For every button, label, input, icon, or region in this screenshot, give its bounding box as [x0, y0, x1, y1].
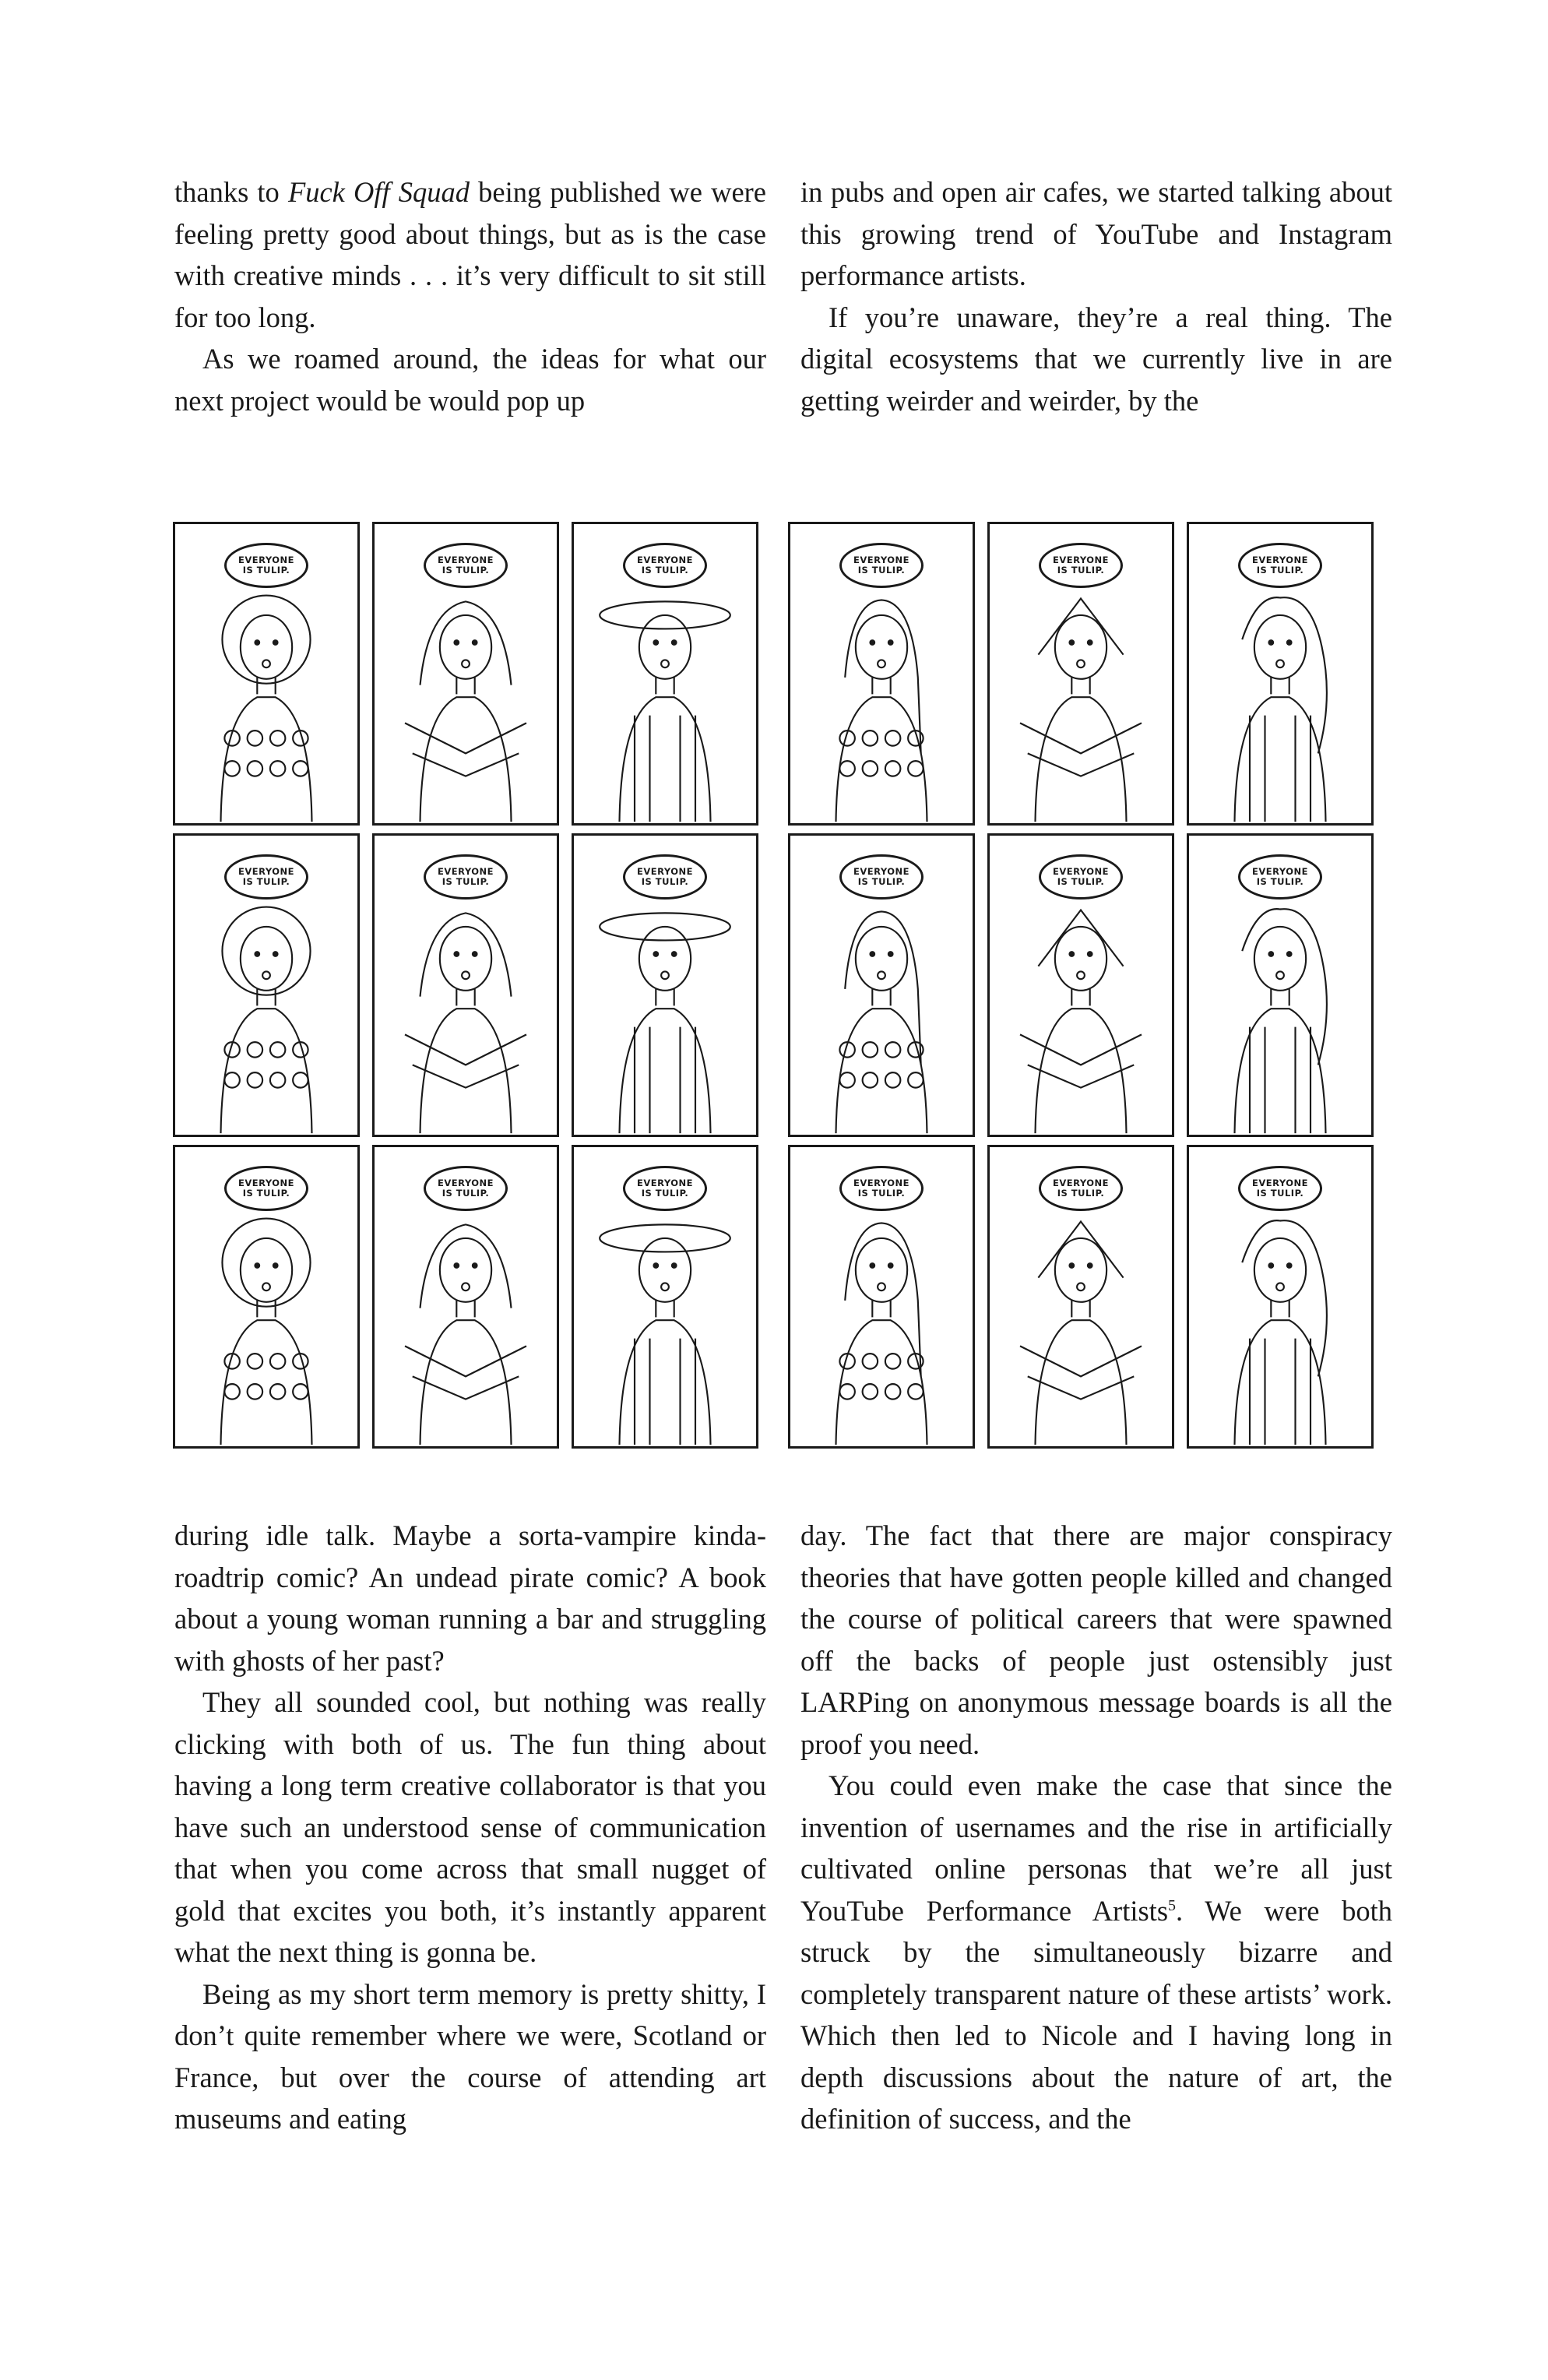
speech-bubble — [623, 1166, 707, 1211]
speech-bubble — [424, 1166, 508, 1211]
comic-panel — [173, 833, 360, 1137]
comic-panel — [987, 1145, 1174, 1449]
comic-panel — [173, 1145, 360, 1449]
speech-bubble-text: EVERYONE IS TULIP. — [437, 1178, 494, 1199]
comic-panel — [372, 1145, 559, 1449]
speech-bubble-text: EVERYONE IS TULIP. — [237, 555, 294, 576]
speech-bubble-text: EVERYONE IS TULIP. — [853, 555, 909, 576]
comic-panel — [788, 833, 975, 1137]
speech-bubble-text: EVERYONE IS TULIP. — [1251, 555, 1308, 576]
speech-bubble — [424, 854, 508, 900]
speech-bubble — [424, 543, 508, 588]
comic-panel — [372, 522, 559, 826]
comic-panel — [788, 1145, 975, 1449]
comic-panel — [1187, 522, 1374, 826]
paragraph: You could even make the case that since the invention of usernames and the rise in artificially cultivated online personas that we’re all just YouTube Performance Artists$^5$. We were both struck by the simultaneously bizarre and completely transparent nature of these artists’ work. Which then led to Nicole and I having long in depth discussions about the nature of art, the definition of success, and the — [800, 1769, 1392, 2135]
book-title: Fuck Off Squad — [287, 176, 470, 208]
speech-bubble-text: EVERYONE IS TULIP. — [636, 866, 693, 887]
paragraph: in pubs and open air cafes, we started talking about this growing trend of YouTube and Instagram performance artists. — [800, 176, 1392, 291]
speech-bubble-text: EVERYONE IS TULIP. — [636, 555, 693, 576]
speech-bubble-text: EVERYONE IS TULIP. — [237, 866, 294, 887]
speech-bubble — [224, 1166, 308, 1211]
text-column-bottom-left — [174, 1515, 766, 2140]
comic-panel — [987, 522, 1174, 826]
comic-panel — [1187, 833, 1374, 1137]
paragraph: If you’re unaware, they’re a real thing. The digital ecosystems that we currently live in are getting weirder and weirder, by the — [800, 301, 1392, 417]
comic-panel — [987, 833, 1174, 1137]
speech-bubble-text: EVERYONE IS TULIP. — [1052, 1178, 1109, 1199]
paragraph: They all sounded cool, but nothing was really clicking with both of us. The fun thing about having a long term creative collaborator is that you have such an understood sense of communication that when you come across that small nugget of gold that excites you both, it’s instantly apparent what the next thing is gonna be. — [174, 1686, 766, 1968]
speech-bubble-text: EVERYONE IS TULIP. — [437, 866, 494, 887]
speech-bubble — [1039, 854, 1123, 900]
speech-bubble-text: EVERYONE IS TULIP. — [1052, 555, 1109, 576]
speech-bubble-text: EVERYONE IS TULIP. — [1251, 1178, 1308, 1199]
paragraph: thanks to Fuck Off Squad being published we were feeling pretty good about things, but as is the case with creative minds . . . it’s very difficult to sit still for too long. — [174, 176, 766, 333]
speech-bubble — [839, 854, 924, 900]
speech-bubble — [623, 543, 707, 588]
speech-bubble — [224, 854, 308, 900]
speech-bubble — [839, 543, 924, 588]
comic-panel — [572, 1145, 758, 1449]
comic-panel — [788, 522, 975, 826]
speech-bubble-text: EVERYONE IS TULIP. — [853, 1178, 909, 1199]
comic-panel — [1187, 1145, 1374, 1449]
footnote-marker: 5 — [1168, 1896, 1177, 1914]
paragraph: As we roamed around, the ideas for what our next project would be would pop up — [174, 343, 766, 417]
speech-bubble-text: EVERYONE IS TULIP. — [237, 1178, 294, 1199]
comic-panel-grid — [173, 522, 1374, 1455]
speech-bubble — [623, 854, 707, 900]
speech-bubble-text: EVERYONE IS TULIP. — [1251, 866, 1308, 887]
paragraph: during idle talk. Maybe a sorta-vampire kinda-roadtrip comic? An undead pirate comic? A book about a young woman running a bar and struggling with ghosts of her past? — [174, 1519, 766, 1677]
paragraph: day. The fact that there are major conspiracy theories that have gotten people killed and changed the course of political careers that were spawned off the backs of people just ostensibly just LARPing on anonymous message boards is all the proof you need. — [800, 1519, 1392, 1760]
comic-panel — [572, 833, 758, 1137]
speech-bubble — [224, 543, 308, 588]
comic-panel — [173, 522, 360, 826]
speech-bubble — [1039, 543, 1123, 588]
text-column-bottom-right — [800, 1515, 1392, 2140]
text-column-top-right — [800, 171, 1392, 421]
speech-bubble — [1039, 1166, 1123, 1211]
text-column-top-left — [174, 171, 766, 421]
speech-bubble-text: EVERYONE IS TULIP. — [1052, 866, 1109, 887]
comic-panel — [372, 833, 559, 1137]
speech-bubble — [1238, 854, 1322, 900]
speech-bubble-text: EVERYONE IS TULIP. — [636, 1178, 693, 1199]
speech-bubble-text: EVERYONE IS TULIP. — [853, 866, 909, 887]
speech-bubble — [1238, 543, 1322, 588]
comic-panel — [572, 522, 758, 826]
speech-bubble — [839, 1166, 924, 1211]
speech-bubble — [1238, 1166, 1322, 1211]
paragraph: Being as my short term memory is pretty shitty, I don’t quite remember where we were, Scotland or France, but over the course of attending art museums and eating — [174, 1977, 766, 2135]
speech-bubble-text: EVERYONE IS TULIP. — [437, 555, 494, 576]
